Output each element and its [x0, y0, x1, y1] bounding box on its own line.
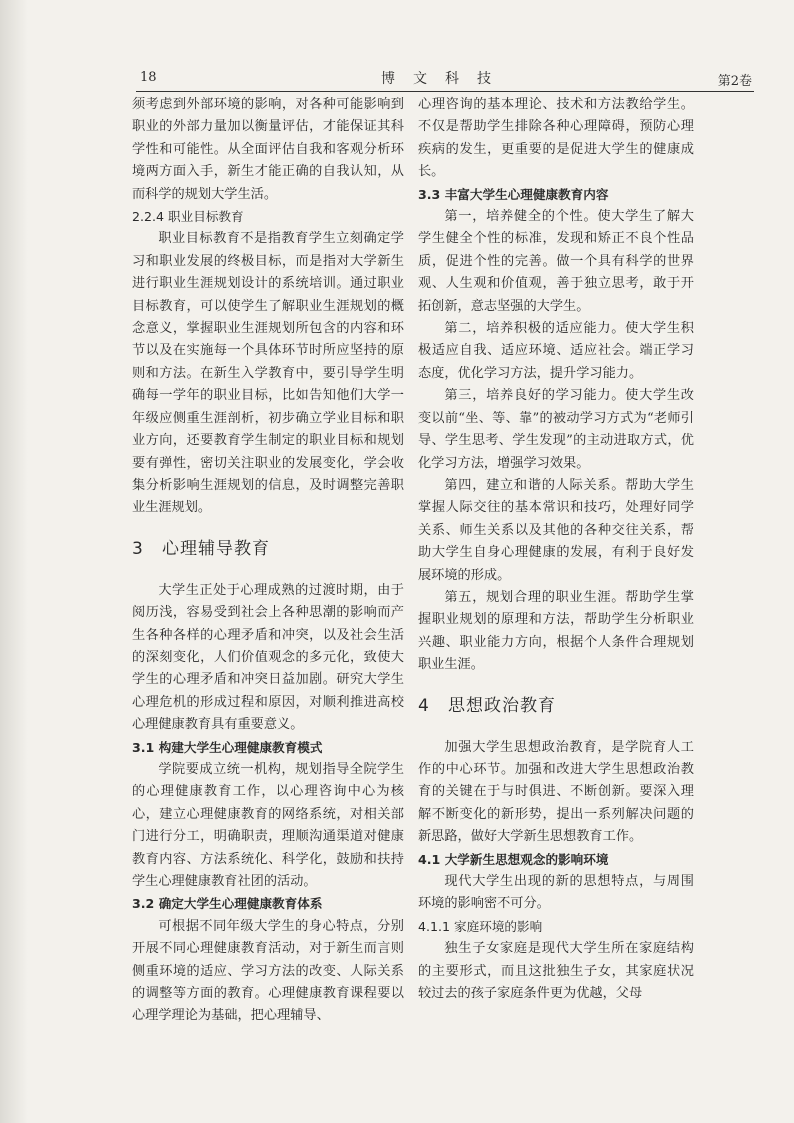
left-column [132, 94, 404, 1028]
volume-label: 第2卷 [717, 74, 752, 89]
section-title: 心理辅导教育 [162, 538, 270, 559]
subsection-heading: 4.1.1 家庭环境的影响 [418, 918, 543, 934]
section-number: 3 [132, 538, 144, 559]
paragraph: 心理咨询的基本理论、技术和方法教给学生。不仅是帮助学生排除各种心理障碍，预防心理疾病的发生，更重要的是促进大学生的健康成长。 [418, 97, 694, 180]
subsection-heading: 4.1 大学新生思想观念的影响环境 [418, 851, 609, 867]
paragraph: 第二，培养积极的适应能力。使大学生积极适应自我、适应环境、适应社会。端正学习态度，优化学习方法，提升学习能力。 [418, 321, 694, 381]
paragraph: 独生子女家庭是现代大学生所在家庭结构的主要形式，而且这批独生子女，其家庭状况较过去的孩子家庭条件更为优越，父母 [418, 941, 694, 1002]
subsection-heading: 2.2.4 职业目标教育 [132, 209, 244, 225]
journal-title: 博文科技 [381, 71, 509, 87]
running-header [136, 64, 754, 92]
paragraph: 第三，培养良好的学习能力。使大学生改变以前“坐、等、靠”的被动学习方式为“老师引导、学生思考、学生发现”的主动进取方式，优化学习方法，增强学习效果。 [418, 388, 694, 471]
section-heading [132, 538, 404, 560]
paragraph: 第一，培养健全的个性。使大学生了解大学生健全个性的标准，发现和矫正不良个性品质，促进个性的完善。做一个具有科学的世界观、人生观和价值观，善于独立思考，敢于开拓创新，意志坚强的大学生。 [418, 209, 694, 314]
paragraph: 现代大学生出现的新的思想特点，与周围环境的影响密不可分。 [418, 874, 694, 912]
subsection-heading: 3.1 构建大学生心理健康教育模式 [132, 739, 323, 755]
paragraph: 可根据不同年级大学生的身心特点，分别开展不同心理健康教育活动，对于新生而言则侧重环境的适应、学习方法的改变、人际关系的调整等方面的教育。心理健康教育课程要以心理学理论为基础，把心理辅导、 [132, 918, 404, 1024]
section-title: 思想政治教育 [448, 695, 556, 716]
paragraph: 第四，建立和谐的人际关系。帮助大学生掌握人际交往的基本常识和技巧，处理好同学关系、师生关系以及其他的各种交往关系，帮助大学生自身心理健康的发展，有利于良好发展环境的形成。 [418, 477, 694, 583]
paragraph: 大学生正处于心理成熟的过渡时期，由于阅历浅，容易受到社会上各种思潮的影响而产生各种各样的心理矛盾和冲突，以及社会生活的深刻变化，人们价值观念的多元化，致使大学生的心理矛盾和冲突日益加剧。研究大学生心理危机的形成过程和原因，对顺利推进高校心理健康教育具有重要意义。 [132, 582, 404, 733]
subsection-heading: 3.3 丰富大学生心理健康教育内容 [418, 186, 609, 202]
paragraph: 加强大学生思想政治教育，是学院育人工作的中心环节。加强和改进大学生思想政治教育的关键在于与时俱进、不断创新。要深入理解不断变化的新形势，提出一系列解决问题的新思路，做好大学新生思想教育工作。 [418, 739, 694, 845]
page-number: 18 [140, 70, 157, 85]
scan-shadow [0, 0, 28, 1123]
section-heading [418, 695, 694, 717]
right-column [418, 94, 694, 1005]
paragraph: 学院要成立统一机构，规划指导全院学生的心理健康教育工作，以心理咨询中心为核心，建立心理健康教育的网络系统，对相关部门进行分工，明确职责，理顺沟通渠道对健康教育内容、方法系统化、科学化，鼓励和扶持学生心理健康教育社团的活动。 [132, 761, 404, 889]
subsection-heading: 3.2 确定大学生心理健康教育体系 [132, 896, 323, 912]
paragraph: 须考虑到外部环境的影响，对各种可能影响到职业的外部力量加以衡量评估，才能保证其科学性和可能性。从全面评估自我和客观分析环境两方面入手，新生才能正确的自我认知，从而科学的规划大学生活。 [132, 97, 404, 202]
section-number: 4 [418, 695, 430, 716]
paragraph: 第五，规划合理的职业生涯。帮助学生掌握职业规划的原理和方法，帮助学生分析职业兴趣、职业能力方向，根据个人条件合理规划职业生涯。 [418, 589, 694, 673]
header-rule [136, 91, 754, 92]
paragraph: 职业目标教育不是指教育学生立刻确定学习和职业发展的终极目标，而是指对大学新生进行职业生涯规划设计的系统培训。通过职业目标教育，可以使学生了解职业生涯规划的概念意义，掌握职业生涯规划所包含的内容和环节以及在实施每一个具体环节时所应坚持的原则和方法。在新生入学教育中，要引导学生明确每一学年的职业目标，比如告知他们大学一年级应侧重生涯剖析，初步确立学业目标和职业方向，还要教育学生制定的职业目标和规划要有弹性，密切关注职业的发展变化，学会收集分析影响生涯规划的信息，及时调整完善职业生涯规划。 [132, 231, 404, 516]
